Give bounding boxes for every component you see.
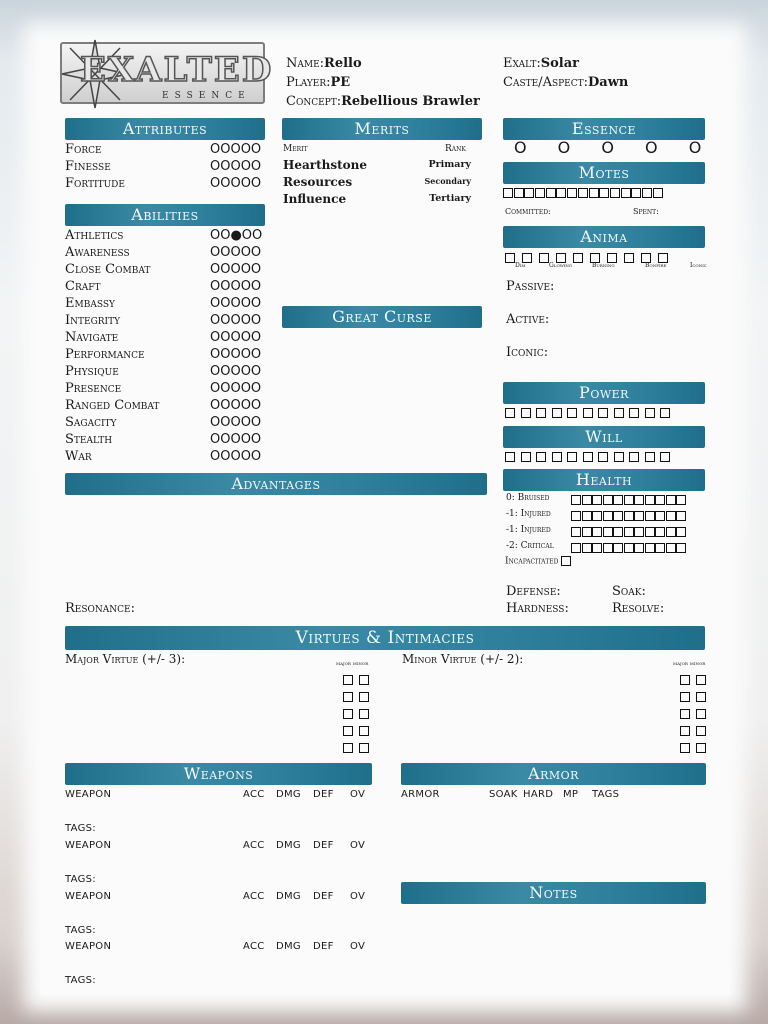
checkbox[interactable] (655, 527, 665, 537)
checkbox[interactable] (642, 188, 652, 198)
committed-label: Committed: (505, 207, 551, 216)
ability-label: Navigate (65, 330, 119, 345)
checkbox[interactable] (607, 253, 617, 263)
checkbox[interactable] (634, 527, 644, 537)
checkbox[interactable] (666, 527, 676, 537)
ability-dots[interactable]: OOOOO (210, 432, 262, 447)
armor-banner: Armor (401, 763, 706, 785)
checkbox[interactable] (655, 495, 665, 505)
weapon-label: WEAPON (65, 941, 112, 952)
checkbox[interactable] (567, 188, 577, 198)
checkbox[interactable] (343, 709, 353, 719)
notes-banner: Notes (401, 882, 706, 904)
checkbox[interactable] (521, 452, 531, 462)
checkbox[interactable] (696, 709, 706, 719)
motes-banner: Motes (503, 162, 705, 184)
caste-field[interactable]: Caste/Aspect:Dawn (503, 75, 629, 90)
armor-col-label: HARD (523, 789, 554, 800)
ability-label: Sagacity (65, 415, 117, 430)
ability-dots[interactable]: OOOOO (210, 364, 262, 379)
checkbox[interactable] (359, 709, 369, 719)
health-level-label: -1: Injured (506, 525, 551, 535)
ability-dots[interactable]: OOOOO (210, 313, 262, 328)
ability-dots[interactable]: OOOOO (210, 330, 262, 345)
intimacy-checkbox-row[interactable] (680, 689, 712, 704)
intimacy-checkbox-row[interactable] (343, 740, 375, 755)
checkbox[interactable] (583, 452, 593, 462)
intimacy-checkbox-row[interactable] (680, 740, 712, 755)
checkbox[interactable] (696, 726, 706, 736)
checkbox[interactable] (589, 188, 599, 198)
ability-label: Presence (65, 381, 122, 396)
checkbox[interactable] (613, 511, 623, 521)
checkbox[interactable] (645, 495, 655, 505)
advantages-banner: Advantages (65, 473, 487, 495)
checkbox[interactable] (582, 543, 592, 553)
anima-level-label: Burning (592, 262, 615, 269)
checkbox[interactable] (514, 188, 524, 198)
ability-dots[interactable]: OOOOO (210, 398, 262, 413)
checkbox[interactable] (634, 511, 644, 521)
checkbox[interactable] (535, 188, 545, 198)
minor-virtue-label: Minor Virtue (+/- 2): (402, 652, 524, 666)
anima-level-label: Bonfire (645, 262, 667, 269)
checkbox[interactable] (505, 408, 515, 418)
tags-label: TAGS: (65, 925, 96, 936)
def-label: DEF (313, 891, 334, 902)
merit-col-header: Merit (283, 144, 308, 154)
checkbox[interactable] (603, 543, 613, 553)
ability-dots[interactable]: OOOOO (210, 262, 262, 277)
armor-col-label: TAGS (592, 789, 620, 800)
checkbox[interactable] (624, 495, 634, 505)
checkbox[interactable] (552, 408, 562, 418)
health-boxes[interactable] (571, 508, 687, 523)
exalted-logo (60, 42, 274, 104)
ability-dots[interactable]: OOOOO (210, 347, 262, 362)
attribute-dots[interactable]: OOOOO (210, 142, 262, 157)
attribute-label: Force (65, 142, 102, 157)
checkbox[interactable] (653, 188, 663, 198)
checkbox[interactable] (522, 253, 532, 263)
great-curse-banner: Great Curse (282, 306, 482, 328)
checkbox[interactable] (676, 543, 686, 553)
intimacy-checkbox-row[interactable] (680, 723, 712, 738)
dmg-label: DMG (276, 840, 301, 851)
hardness-label: Hardness: (506, 601, 569, 616)
checkbox[interactable] (539, 253, 549, 263)
checkbox[interactable] (583, 408, 593, 418)
player-field[interactable]: Player:PE (286, 75, 351, 90)
checkbox[interactable] (631, 188, 641, 198)
checkbox[interactable] (573, 253, 583, 263)
health-boxes[interactable] (571, 540, 687, 555)
incapacitated-checkbox[interactable] (561, 556, 571, 566)
attribute-dots[interactable]: OOOOO (210, 159, 262, 174)
merit-rank: Tertiary (429, 193, 471, 204)
ability-label: War (65, 449, 92, 464)
ability-label: Athletics (65, 228, 124, 243)
active-label: Active: (506, 312, 550, 327)
incapacitated-row[interactable]: Incapacitated (505, 556, 573, 567)
merit-name: Hearthstone (283, 158, 367, 172)
merit-name: Resources (283, 175, 353, 189)
checkbox[interactable] (624, 511, 634, 521)
ov-label: OV (350, 941, 366, 952)
ability-dots[interactable]: OOOOO (210, 279, 262, 294)
checkbox[interactable] (655, 543, 665, 553)
attributes-banner: Attributes (65, 118, 265, 140)
name-field[interactable]: Name:Rello (286, 56, 362, 71)
intimacy-checkbox-row[interactable] (343, 723, 375, 738)
merit-rank: Secondary (424, 176, 471, 186)
attribute-dots[interactable]: OOOOO (210, 176, 262, 191)
will-boxes[interactable] (505, 449, 676, 464)
checkbox[interactable] (343, 675, 353, 685)
checkbox[interactable] (696, 692, 706, 702)
checkbox[interactable] (680, 709, 690, 719)
checkbox[interactable] (524, 188, 534, 198)
checkbox[interactable] (645, 408, 655, 418)
checkbox[interactable] (613, 543, 623, 553)
checkbox[interactable] (536, 408, 546, 418)
armor-col-label: ARMOR (401, 789, 440, 800)
acc-label: ACC (243, 891, 265, 902)
checkbox[interactable] (655, 511, 665, 521)
attribute-label: Finesse (65, 159, 111, 174)
checkbox[interactable] (658, 253, 668, 263)
intimacy-checkbox-row[interactable] (343, 706, 375, 721)
acc-label: ACC (243, 789, 265, 800)
ability-label: Performance (65, 347, 145, 362)
exalt-field[interactable]: Exalt:Solar (503, 56, 579, 71)
checkbox[interactable] (680, 743, 690, 753)
ability-dots[interactable]: OOOOO (210, 449, 262, 464)
ability-label: Embassy (65, 296, 115, 311)
checkbox[interactable] (556, 188, 566, 198)
checkbox[interactable] (676, 495, 686, 505)
checkbox[interactable] (359, 726, 369, 736)
checkbox[interactable] (666, 495, 676, 505)
checkbox[interactable] (603, 511, 613, 521)
checkbox[interactable] (582, 527, 592, 537)
checkbox[interactable] (621, 188, 631, 198)
checkbox[interactable] (592, 527, 602, 537)
checkbox[interactable] (634, 495, 644, 505)
checkbox[interactable] (598, 452, 608, 462)
motes-boxes[interactable] (503, 185, 663, 200)
abilities-banner: Abilities (65, 204, 265, 226)
weapon-label: WEAPON (65, 789, 112, 800)
dmg-label: DMG (276, 941, 301, 952)
health-level-label: 0: Bruised (506, 493, 550, 503)
checkbox[interactable] (680, 726, 690, 736)
will-banner: Will (503, 426, 705, 448)
intimacy-checkbox-row[interactable] (343, 672, 375, 687)
checkbox[interactable] (666, 543, 676, 553)
ability-label: Stealth (65, 432, 113, 447)
checkbox[interactable] (603, 527, 613, 537)
checkbox[interactable] (556, 253, 566, 263)
weapon-label: WEAPON (65, 840, 112, 851)
major-minor-header-left: major minor (336, 660, 369, 667)
checkbox[interactable] (571, 511, 581, 521)
intimacy-checkbox-row[interactable] (680, 706, 712, 721)
checkbox[interactable] (610, 188, 620, 198)
ability-label: Ranged Combat (65, 398, 160, 413)
checkbox[interactable] (645, 452, 655, 462)
checkbox[interactable] (578, 188, 588, 198)
checkbox[interactable] (536, 452, 546, 462)
logo-subtitle: ESSENCE (162, 91, 251, 101)
major-minor-header-right: major minor (673, 660, 706, 667)
acc-label: ACC (243, 840, 265, 851)
checkbox[interactable] (582, 511, 592, 521)
ov-label: OV (350, 840, 366, 851)
ability-dots[interactable]: OOOOO (210, 381, 262, 396)
checkbox[interactable] (614, 452, 624, 462)
health-boxes[interactable] (571, 492, 687, 507)
checkbox[interactable] (660, 452, 670, 462)
checkbox[interactable] (645, 511, 655, 521)
checkbox[interactable] (359, 675, 369, 685)
weapons-banner: Weapons (65, 763, 372, 785)
checkbox[interactable] (680, 675, 690, 685)
checkbox[interactable] (592, 495, 602, 505)
iconic-label: Iconic: (506, 345, 549, 360)
checkbox[interactable] (641, 253, 651, 263)
checkbox[interactable] (624, 253, 634, 263)
spent-label: Spent: (633, 207, 659, 216)
essence-dots[interactable]: O O O O O (514, 138, 715, 157)
checkbox[interactable] (696, 675, 706, 685)
checkbox[interactable] (571, 527, 581, 537)
attribute-label: Fortitude (65, 176, 125, 191)
health-level-label: -1: Injured (506, 509, 551, 519)
checkbox[interactable] (546, 188, 556, 198)
logo-title: EXALTED (80, 50, 274, 90)
ability-label: Craft (65, 279, 101, 294)
checkbox[interactable] (521, 408, 531, 418)
ability-dots[interactable]: OO●OO (210, 228, 263, 243)
checkbox[interactable] (590, 253, 600, 263)
anima-level-label: Dim (515, 262, 526, 269)
checkbox[interactable] (613, 495, 623, 505)
acc-label: ACC (243, 941, 265, 952)
power-banner: Power (503, 382, 705, 404)
checkbox[interactable] (505, 452, 515, 462)
anima-level-label: Iconic (690, 262, 707, 269)
ability-label: Close Combat (65, 262, 151, 277)
checkbox[interactable] (552, 452, 562, 462)
health-banner: Health (503, 469, 705, 491)
checkbox[interactable] (592, 543, 602, 553)
checkbox[interactable] (359, 692, 369, 702)
resonance-label: Resonance: (65, 601, 135, 616)
weapon-label: WEAPON (65, 891, 112, 902)
ability-dots[interactable]: OOOOO (210, 415, 262, 430)
dmg-label: DMG (276, 891, 301, 902)
checkbox[interactable] (571, 495, 581, 505)
checkbox[interactable] (614, 408, 624, 418)
passive-label: Passive: (506, 279, 555, 294)
checkbox[interactable] (676, 527, 686, 537)
checkbox[interactable] (613, 527, 623, 537)
checkbox[interactable] (624, 543, 634, 553)
ability-label: Awareness (65, 245, 130, 260)
tags-label: TAGS: (65, 874, 96, 885)
soak-label: Soak: (612, 584, 646, 599)
checkbox[interactable] (680, 692, 690, 702)
ability-label: Physique (65, 364, 119, 379)
dmg-label: DMG (276, 789, 301, 800)
def-label: DEF (313, 840, 334, 851)
defense-label: Defense: (506, 584, 561, 599)
checkbox[interactable] (571, 543, 581, 553)
checkbox[interactable] (343, 726, 353, 736)
checkbox[interactable] (629, 408, 639, 418)
resolve-label: Resolve: (612, 601, 665, 616)
def-label: DEF (313, 941, 334, 952)
checkbox[interactable] (676, 511, 686, 521)
merit-rank: Primary (428, 159, 471, 170)
checkbox[interactable] (592, 511, 602, 521)
intimacy-checkbox-row[interactable] (680, 672, 712, 687)
checkbox[interactable] (505, 253, 515, 263)
concept-field[interactable]: Concept:Rebellious Brawler (286, 94, 480, 109)
checkbox[interactable] (343, 743, 353, 753)
intimacy-checkbox-row[interactable] (343, 689, 375, 704)
checkbox[interactable] (696, 743, 706, 753)
checkbox[interactable] (503, 188, 513, 198)
checkbox[interactable] (624, 527, 634, 537)
health-boxes[interactable] (571, 524, 687, 539)
health-level-label: -2: Critical (506, 541, 554, 551)
checkbox[interactable] (634, 543, 644, 553)
checkbox[interactable] (629, 452, 639, 462)
merit-name: Influence (283, 192, 347, 206)
def-label: DEF (313, 789, 334, 800)
tags-label: TAGS: (65, 823, 96, 834)
checkbox[interactable] (567, 452, 577, 462)
tags-label: TAGS: (65, 975, 96, 986)
ability-label: Integrity (65, 313, 121, 328)
checkbox[interactable] (599, 188, 609, 198)
merits-banner: Merits (282, 118, 482, 140)
rank-col-header: Rank (445, 144, 466, 154)
checkbox[interactable] (645, 543, 655, 553)
ov-label: OV (350, 891, 366, 902)
major-virtue-label: Major Virtue (+/- 3): (65, 652, 186, 666)
ability-dots[interactable]: OOOOO (210, 245, 262, 260)
armor-col-label: SOAK (489, 789, 518, 800)
checkbox[interactable] (567, 408, 577, 418)
checkbox[interactable] (343, 692, 353, 702)
anima-level-label: Glowing (549, 262, 573, 269)
armor-col-label: MP (563, 789, 579, 800)
checkbox[interactable] (660, 408, 670, 418)
checkbox[interactable] (359, 743, 369, 753)
virtues-banner: Virtues & Intimacies (65, 626, 705, 650)
ov-label: OV (350, 789, 366, 800)
checkbox[interactable] (666, 511, 676, 521)
checkbox[interactable] (645, 527, 655, 537)
power-boxes[interactable] (505, 405, 676, 420)
essence-banner: Essence (503, 118, 705, 140)
anima-banner: Anima (503, 226, 705, 248)
checkbox[interactable] (603, 495, 613, 505)
checkbox[interactable] (598, 408, 608, 418)
checkbox[interactable] (582, 495, 592, 505)
ability-dots[interactable]: OOOOO (210, 296, 262, 311)
